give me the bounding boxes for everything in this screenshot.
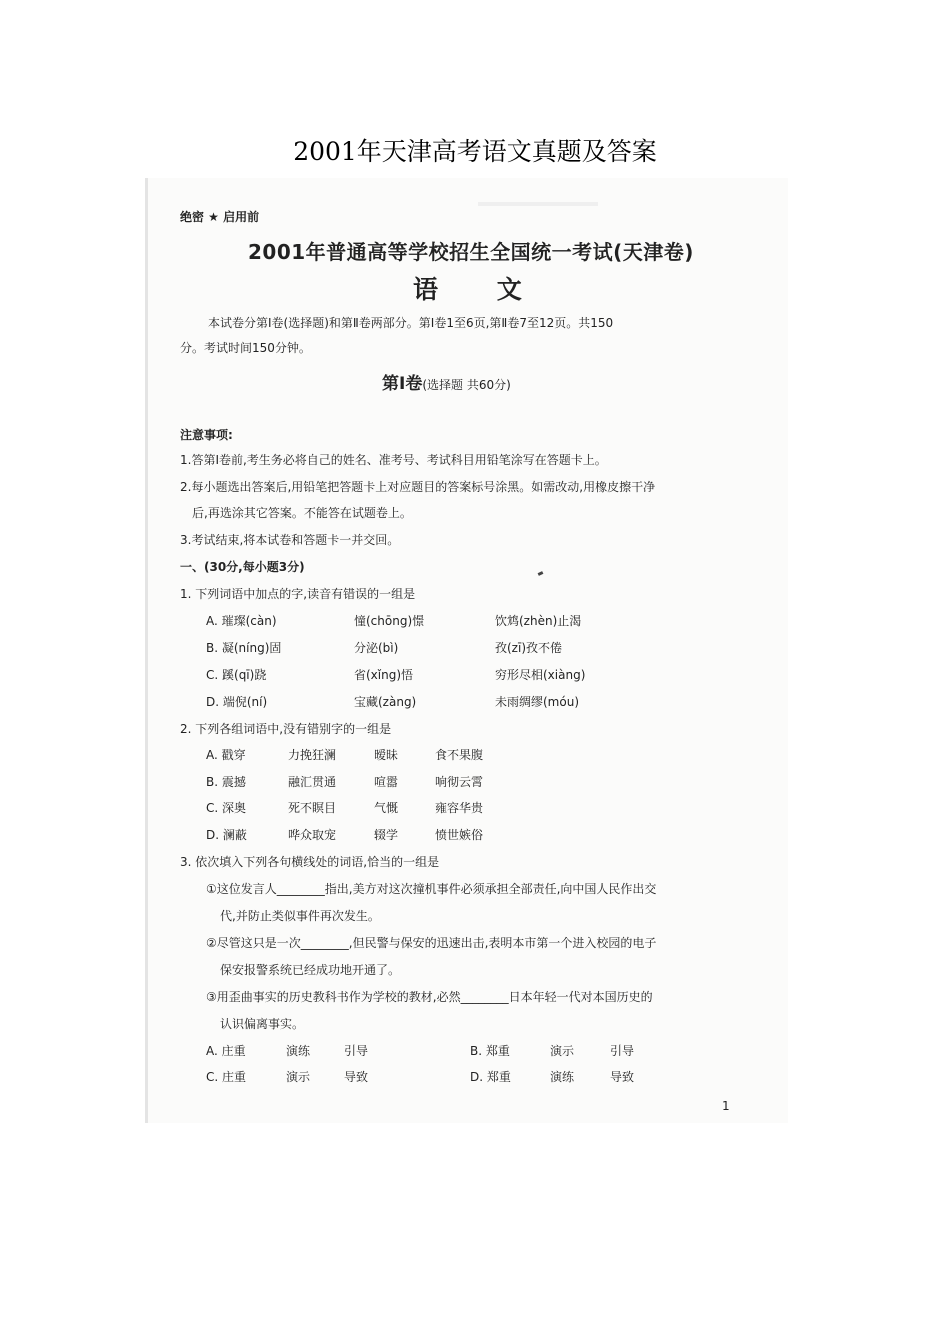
- q1-option-cell: A. 璀璨(càn): [206, 614, 277, 628]
- q3-option-cell: 演示: [550, 1044, 575, 1058]
- question-stem: 2. 下列各组词语中,没有错别字的一组是: [180, 722, 392, 736]
- q2-option-cell: D. 澜蔽: [206, 828, 247, 842]
- q3-sentence: ②尽管这只是一次________,但民警与保安的迅速出击,表明本市第一个进入校园的电子: [206, 936, 657, 950]
- q3-option-cell: 导致: [344, 1070, 369, 1084]
- question-stem: 3. 依次填入下列各句横线处的词语,恰当的一组是: [180, 855, 440, 869]
- q3-option-cell: 演练: [286, 1044, 311, 1058]
- scan-speck: [538, 571, 544, 576]
- q1-option-cell: 省(xǐng)悟: [354, 668, 414, 682]
- q2-option-cell: 食不果腹: [435, 748, 484, 762]
- q1-option-cell: 饮鸩(zhèn)止渴: [495, 614, 582, 628]
- q2-option-cell: 死不瞑目: [288, 801, 337, 815]
- part1-title: 第Ⅰ卷: [382, 374, 423, 394]
- q3-option-cell: A. 庄重: [206, 1044, 246, 1058]
- note-item: 3.考试结束,将本试卷和答题卡一并交回。: [180, 533, 400, 547]
- note-item: 2.每小题选出答案后,用铅笔把答题卡上对应题目的答案标号涂黑。如需改动,用橡皮擦干净: [180, 480, 656, 494]
- part1-heading: [382, 369, 511, 394]
- q2-option-cell: 愤世嫉俗: [435, 828, 484, 842]
- q3-option-cell: D. 郑重: [470, 1070, 511, 1084]
- q3-option-cell: 导致: [610, 1070, 635, 1084]
- q1-option-cell: 孜(zī)孜不倦: [495, 641, 562, 655]
- scanned-exam-page: [145, 178, 788, 1123]
- subject-title: 语 文: [413, 275, 522, 304]
- q3-option-cell: 引导: [610, 1044, 635, 1058]
- q1-option-cell: D. 端倪(ní): [206, 695, 268, 709]
- q1-option-cell: C. 蹊(qī)跷: [206, 668, 267, 682]
- q1-option-cell: 未雨绸缪(móu): [495, 695, 580, 709]
- scan-smudge: [478, 202, 598, 206]
- q1-option-cell: 宝藏(zàng): [354, 695, 417, 709]
- q2-option-cell: C. 深奥: [206, 801, 247, 815]
- part1-subtitle: (选择题 共60分): [422, 378, 511, 392]
- page-number: 1: [722, 1099, 730, 1113]
- section-heading: 一、(30分,每小题3分): [180, 560, 305, 574]
- q3-sentence: ③用歪曲事实的历史教科书作为学校的教材,必然________日本年轻一代对本国历史的: [206, 990, 653, 1004]
- q2-option-cell: 暧昧: [374, 748, 399, 762]
- q2-option-cell: 融汇贯通: [288, 775, 337, 789]
- q2-option-cell: A. 戳穿: [206, 748, 246, 762]
- intro-line: 分。考试时间150分钟。: [180, 341, 311, 355]
- notes-heading: 注意事项:: [180, 428, 233, 442]
- q1-option-cell: 分泌(bì): [354, 641, 399, 655]
- q3-sentence: 认识偏离事实。: [220, 1017, 305, 1031]
- q3-sentence: 保安报警系统已经成功地开通了。: [220, 963, 401, 977]
- secret-label: 绝密 ★ 启用前: [180, 210, 260, 224]
- document-title: 2001年天津高考语文真题及答案: [293, 137, 657, 166]
- q3-sentence: 代,并防止类似事件再次发生。: [220, 909, 380, 923]
- q3-option-cell: B. 郑重: [470, 1044, 510, 1058]
- q3-sentence: ①这位发言人________指出,美方对这次撞机事件必须承担全部责任,向中国人民作出交: [206, 882, 657, 896]
- q1-option-cell: 穷形尽相(xiàng): [495, 668, 586, 682]
- note-item: 后,再选涂其它答案。不能答在试题卷上。: [192, 506, 412, 520]
- q2-option-cell: 辍学: [374, 828, 399, 842]
- exam-title: 2001年普通高等学校招生全国统一考试(天津卷): [248, 240, 694, 264]
- note-item: 1.答第Ⅰ卷前,考生务必将自己的姓名、准考号、考试科目用铅笔涂写在答题卡上。: [180, 453, 607, 467]
- q2-option-cell: 气慨: [374, 801, 399, 815]
- question-stem: 1. 下列词语中加点的字,读音有错误的一组是: [180, 587, 416, 601]
- q3-option-cell: 演示: [286, 1070, 311, 1084]
- q3-option-cell: 引导: [344, 1044, 369, 1058]
- q1-option-cell: B. 凝(níng)固: [206, 641, 282, 655]
- q1-option-cell: 憧(chōng)憬: [354, 614, 425, 628]
- q2-option-cell: 雍容华贵: [435, 801, 484, 815]
- q3-option-cell: 演练: [550, 1070, 575, 1084]
- q2-option-cell: 喧嚣: [374, 775, 399, 789]
- q2-option-cell: B. 震撼: [206, 775, 246, 789]
- q3-option-cell: C. 庄重: [206, 1070, 247, 1084]
- intro-line: 本试卷分第Ⅰ卷(选择题)和第Ⅱ卷两部分。第Ⅰ卷1至6页,第Ⅱ卷7至12页。共150: [208, 316, 614, 330]
- q2-option-cell: 响彻云霄: [435, 775, 484, 789]
- q2-option-cell: 哗众取宠: [288, 828, 337, 842]
- q2-option-cell: 力挽狂澜: [288, 748, 337, 762]
